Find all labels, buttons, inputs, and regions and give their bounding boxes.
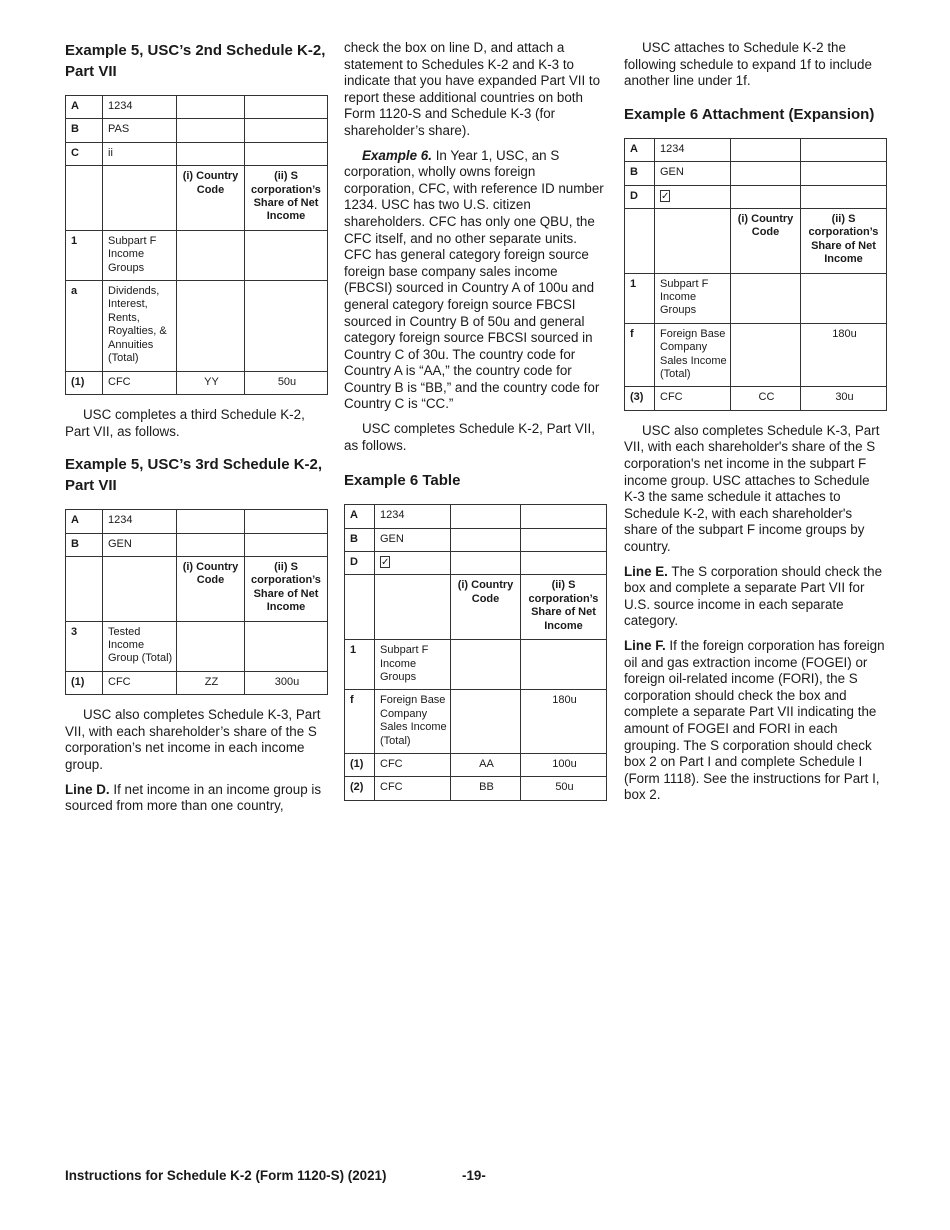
table-row: [345, 528, 607, 551]
country-code-cell: [177, 533, 245, 556]
line-desc: PAS: [103, 119, 177, 142]
table-row: [66, 142, 328, 165]
line-desc: CFC: [375, 777, 451, 800]
line-label: C: [66, 142, 103, 165]
line-desc: [655, 185, 731, 208]
empty-cell: [103, 556, 177, 621]
line-desc: CFC: [103, 671, 177, 694]
net-income-cell: [521, 528, 607, 551]
country-code-cell: [731, 273, 801, 323]
net-income-cell: [245, 230, 328, 280]
para-k3-ex6: USC also completes Schedule K-3, Part VII, with each shareholder's share of the S corporation's net income in the subpart F income group. USC attaches to Schedule K-3 the same schedule it attaches to Schedule K-2, with each shareholder's share of the subpart F income groups by country.: [624, 422, 880, 555]
country-code-cell: [177, 96, 245, 119]
line-label: (1): [66, 371, 103, 394]
table-row: [625, 138, 887, 161]
line-desc: 1234: [103, 96, 177, 119]
country-code-cell: ZZ: [177, 671, 245, 694]
line-desc: 1234: [655, 138, 731, 161]
net-income-cell: 50u: [245, 371, 328, 394]
empty-cell: [375, 575, 451, 640]
table-ex5-k2-3rd: [65, 509, 328, 695]
footer-title: Instructions for Schedule K-2 (Form 1120-S) (2021): [65, 1168, 387, 1183]
para-third-schedule: USC completes a third Schedule K-2, Part VII, as follows.: [65, 406, 305, 439]
net-income-cell: 50u: [521, 777, 607, 800]
country-code-cell: [177, 119, 245, 142]
example-6-text: In Year 1, USC, an S corporation, wholly owns foreign corporation, CFC, with reference ID number 1234. USC has two U.S. citizen shareholders. CFC has only one QBU, the CFC itself, and no other separate units. CFC has general category foreign source foreign base company sales income (FBCSI) sourced in Country A of 100u and general category foreign source FBCSI sourced in Country B of 50u and general category foreign source FBCSI sourced in Country C of 30u. The country code for Country A is “AA,” the country code for Country B is “BB,” and the country code for Country C is “CC.”: [344, 147, 604, 412]
country-code-cell: [451, 690, 521, 754]
empty-cell: [655, 209, 731, 274]
table-ex6: [344, 504, 607, 801]
column-header-country-code: (i) Country Code: [177, 556, 245, 621]
empty-cell: [625, 209, 655, 274]
line-label: (1): [66, 671, 103, 694]
country-code-cell: [177, 510, 245, 533]
country-code-cell: [177, 621, 245, 671]
country-code-cell: [731, 138, 801, 161]
table-row: [625, 387, 887, 410]
line-desc: 1234: [103, 510, 177, 533]
line-d-label: Line D.: [65, 781, 110, 797]
line-f-text: If the foreign corporation has foreign oil and gas extraction income (FOGEI) or foreign oil-related income (FORI), the S corporation should check the box and complete a separate Part VII indicating the amount of FOGEI and FORI in each grouping. The S corporation should check box 2 on Part I and complete Schedule I (Form 1118). See the instructions for Part I, box 2.: [624, 638, 885, 803]
table-row: [345, 505, 607, 528]
line-desc: 1234: [375, 505, 451, 528]
line-label: (1): [345, 753, 375, 776]
net-income-cell: [801, 162, 887, 185]
page-number: -19-: [462, 1168, 486, 1183]
para-ex6-completes: USC completes Schedule K-2, Part VII, as follows.: [344, 421, 595, 453]
country-code-cell: CC: [731, 387, 801, 410]
line-label: 1: [625, 273, 655, 323]
country-code-cell: [731, 323, 801, 387]
net-income-cell: 300u: [245, 671, 328, 694]
table-header-row: [625, 209, 887, 274]
net-income-cell: [245, 281, 328, 371]
net-income-cell: [521, 552, 607, 575]
para-line-f: [624, 638, 886, 804]
line-desc: GEN: [103, 533, 177, 556]
heading-ex5-k2-3rd: Example 5, USC’s 3rd Schedule K-2, Part VII: [65, 456, 323, 495]
country-code-cell: YY: [177, 371, 245, 394]
line-label: D: [345, 552, 375, 575]
column-header-country-code: (i) Country Code: [731, 209, 801, 274]
table-row: [345, 753, 607, 776]
line-desc: ii: [103, 142, 177, 165]
line-label: B: [66, 119, 103, 142]
column-header-share-net-income: (ii) S corporation’s Share of Net Income: [245, 556, 328, 621]
table-row: [345, 640, 607, 690]
line-desc: Tested Income Group (Total): [103, 621, 177, 671]
line-label: B: [625, 162, 655, 185]
column-header-share-net-income: (ii) S corporation’s Share of Net Income: [801, 209, 887, 274]
table-row: [66, 671, 328, 694]
empty-cell: [66, 166, 103, 231]
net-income-cell: [245, 119, 328, 142]
empty-cell: [66, 556, 103, 621]
country-code-cell: [177, 230, 245, 280]
heading-ex5-k2-2nd: Example 5, USC’s 2nd Schedule K-2, Part VII: [65, 42, 326, 80]
net-income-cell: [521, 640, 607, 690]
table-row: [66, 119, 328, 142]
net-income-cell: 180u: [521, 690, 607, 754]
net-income-cell: 30u: [801, 387, 887, 410]
table-row: [345, 690, 607, 754]
line-label: (2): [345, 777, 375, 800]
line-desc: Subpart F Income Groups: [375, 640, 451, 690]
net-income-cell: 180u: [801, 323, 887, 387]
net-income-cell: [245, 96, 328, 119]
table-row: [625, 323, 887, 387]
country-code-cell: BB: [451, 777, 521, 800]
line-label: A: [625, 138, 655, 161]
line-desc: Subpart F Income Groups: [103, 230, 177, 280]
line-e-text: The S corporation should check the box and complete a separate Part VII for U.S. source income in each separate category.: [624, 563, 883, 629]
country-code-cell: [451, 528, 521, 551]
line-desc: [375, 552, 451, 575]
column-2: [344, 40, 606, 813]
page-footer: [65, 1168, 885, 1186]
line-label: 1: [345, 640, 375, 690]
column-header-share-net-income: (ii) S corporation’s Share of Net Income: [245, 166, 328, 231]
para-k3-ex5: USC also completes Schedule K-3, Part VII, with each shareholder’s share of the S corporation’s net income in each income group.: [65, 707, 321, 772]
line-desc: Foreign Base Company Sales Income (Total): [655, 323, 731, 387]
table-header-row: [66, 556, 328, 621]
line-desc: CFC: [103, 371, 177, 394]
table-row: [625, 273, 887, 323]
table-row: [66, 510, 328, 533]
para-example-6: [344, 148, 606, 414]
empty-cell: [345, 575, 375, 640]
country-code-cell: [731, 162, 801, 185]
table-row: [345, 552, 607, 575]
table-row: [66, 281, 328, 371]
line-label: f: [345, 690, 375, 754]
table-row: [66, 371, 328, 394]
country-code-cell: [451, 552, 521, 575]
line-desc: Subpart F Income Groups: [655, 273, 731, 323]
table-ex6-attachment: [624, 138, 887, 411]
column-header-share-net-income: (ii) S corporation’s Share of Net Income: [521, 575, 607, 640]
table-ex5-k2-2nd: [65, 95, 328, 395]
line-desc: CFC: [655, 387, 731, 410]
net-income-cell: [801, 273, 887, 323]
line-label: 3: [66, 621, 103, 671]
country-code-cell: [177, 281, 245, 371]
line-label: D: [625, 185, 655, 208]
para-line-e: [624, 564, 886, 630]
line-label: A: [345, 505, 375, 528]
net-income-cell: [801, 185, 887, 208]
country-code-cell: [731, 185, 801, 208]
country-code-cell: [177, 142, 245, 165]
empty-cell: [103, 166, 177, 231]
line-label: 1: [66, 230, 103, 280]
table-row: [66, 621, 328, 671]
table-row: [625, 162, 887, 185]
net-income-cell: 100u: [521, 753, 607, 776]
column-header-country-code: (i) Country Code: [451, 575, 521, 640]
table-row: [66, 533, 328, 556]
column-1: [65, 40, 327, 823]
line-label: f: [625, 323, 655, 387]
net-income-cell: [801, 138, 887, 161]
net-income-cell: [245, 510, 328, 533]
column-header-country-code: (i) Country Code: [177, 166, 245, 231]
line-desc: Dividends, Interest, Rents, Royalties, & Annuities (Total): [103, 281, 177, 371]
table-row: [345, 777, 607, 800]
table-row: [625, 185, 887, 208]
heading-ex6-attachment: Example 6 Attachment (Expansion): [624, 105, 875, 123]
country-code-cell: [451, 505, 521, 528]
net-income-cell: [521, 505, 607, 528]
line-label: A: [66, 510, 103, 533]
line-f-label: Line F.: [624, 638, 666, 653]
line-e-label: Line E.: [624, 563, 668, 579]
line-label: a: [66, 281, 103, 371]
line-desc: Foreign Base Company Sales Income (Total): [375, 690, 451, 754]
net-income-cell: [245, 533, 328, 556]
net-income-cell: [245, 621, 328, 671]
line-label: (3): [625, 387, 655, 410]
table-header-row: [345, 575, 607, 640]
line-desc: CFC: [375, 753, 451, 776]
line-label: A: [66, 96, 103, 119]
heading-ex6-table: Example 6 Table: [344, 472, 461, 490]
column-3: [624, 40, 886, 812]
checkbox-checked-icon: ✓: [381, 557, 390, 569]
line-label: B: [66, 533, 103, 556]
country-code-cell: [451, 640, 521, 690]
para-attach: USC attaches to Schedule K-2 the following schedule to expand 1f to include another line under 1f.: [624, 40, 872, 89]
table-row: [66, 96, 328, 119]
example-6-label: Example 6.: [362, 147, 432, 163]
country-code-cell: AA: [451, 753, 521, 776]
line-d-text-start: If net income in an income group is sourced from more than one country,: [65, 781, 322, 814]
table-header-row: [66, 166, 328, 231]
para-line-d-start: [65, 782, 327, 815]
table-row: [66, 230, 328, 280]
para-line-d-cont: check the box on line D, and attach a statement to Schedules K-2 and K-3 to indicate that you have expanded Part VII to report these additional countries on both Form 1120-S and Schedule K-3 (for shareholder’s share).: [344, 40, 601, 138]
checkbox-checked-icon: ✓: [661, 190, 670, 202]
line-desc: GEN: [375, 528, 451, 551]
line-desc: GEN: [655, 162, 731, 185]
net-income-cell: [245, 142, 328, 165]
line-label: B: [345, 528, 375, 551]
